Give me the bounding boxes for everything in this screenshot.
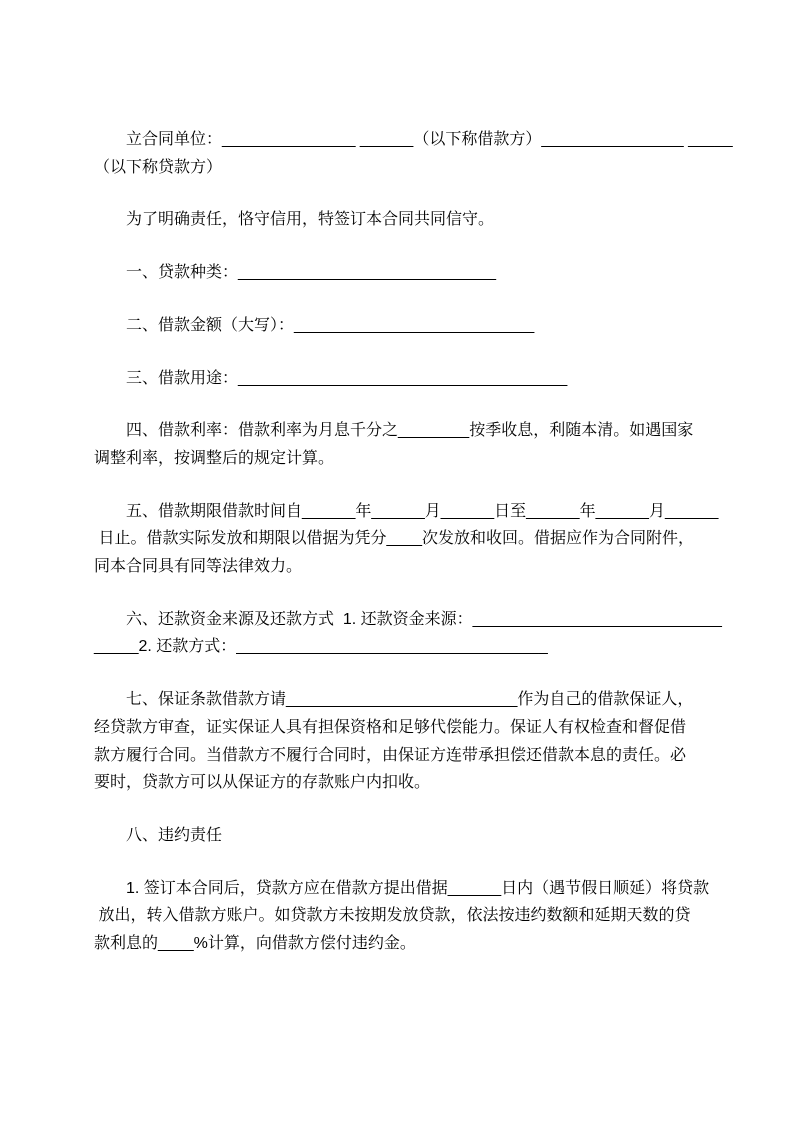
para-loan-type [94,259,705,287]
text-line: 同本合同具有同等法律效力。 [94,558,303,576]
text-line: 为了明确责任，恪守信用，特签订本合同共同信守。 [126,211,495,229]
para-loan-term [94,498,719,581]
text-line: 七、保证条款借款方请__________________________作为自己的借款保证人， [126,691,694,709]
text-line: 二、借款金额（大写）：___________________________ [126,316,535,334]
text-line: 款方履行合同。当借款方不履行合同时，由保证方连带承担偿还借款本息的责任。必 [94,746,687,764]
text-line: 立合同单位：_______________ ______（以下称借款方）________________ _____ [126,131,733,148]
text-line: 放出，转入借款方账户。如贷款方未按期发放贷款，依法按违约数额和延期天数的贷 [94,907,691,925]
text-line: 五、借款期限借款时间自______年______月______日至______年______月______ [126,502,719,520]
para-preamble [94,206,705,234]
text-line: 四、借款利率：借款利率为月息千分之________按季收息，利随本清。如遇国家 [126,422,694,440]
text-line: 日止。借款实际发放和期限以借据为凭分____次发放和收回。借据应作为合同附件， [94,530,695,548]
para-loan-amount [94,312,705,340]
para-guarantee-clause [94,686,705,797]
text-line: （以下称贷款方） [94,158,223,176]
para-breach-item-1 [94,875,710,958]
text-line: 款利息的____%计算，向借款方偿付违约金。 [94,935,416,953]
text-line: 八、违约责任 [126,826,223,844]
para-breach-heading [94,822,705,850]
text-line: 调整利率，按调整后的规定计算。 [94,449,335,467]
para-interest-rate [94,417,705,472]
para-repayment-source-method [94,606,722,661]
para-loan-purpose [94,365,705,393]
text-line: 一、贷款种类：_____________________________ [126,264,497,282]
text-line: 1. 签订本合同后，贷款方应在借款方提出借据______日内（遇节假日顺延）将贷款 [126,879,710,897]
text-line: _____2. 还款方式：___________________________________ [94,638,548,656]
text-line: 六、还款资金来源及还款方式 1. 还款资金来源：____________________________ [126,610,722,628]
text-line: 要时，贷款方可以从保证方的存款账户内扣收。 [94,774,431,792]
text-line: 经贷款方审查，证实保证人具有担保资格和足够代偿能力。保证人有权检查和督促借 [94,718,687,736]
text-line: 三、借款用途：_____________________________________ [126,369,568,387]
para-contract-parties [94,126,733,181]
